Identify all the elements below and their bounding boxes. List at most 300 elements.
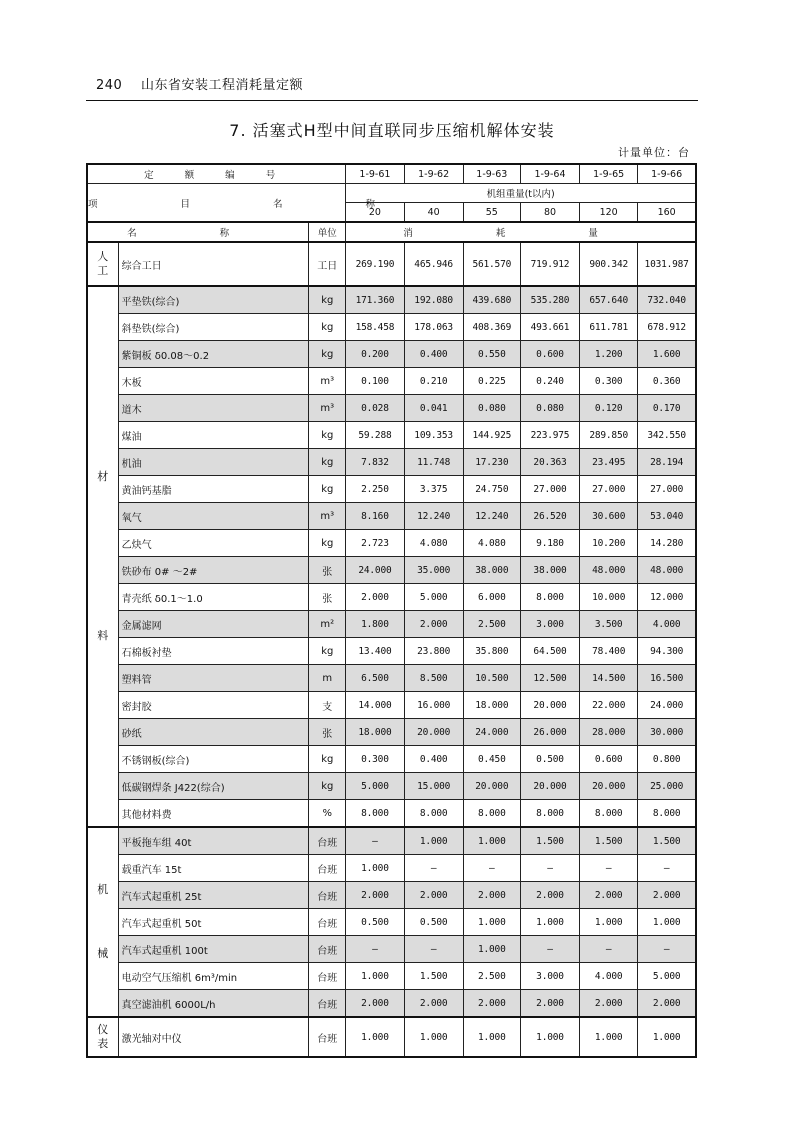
consumption-value: 8.000: [346, 800, 404, 828]
consumption-value: 10.200: [580, 530, 638, 557]
consumption-value: 26.520: [520, 503, 579, 530]
item-name: 铁砂布 0# ～2#: [118, 557, 309, 584]
consumption-value: 657.640: [580, 286, 638, 314]
consumption-value: 269.190: [346, 242, 404, 286]
table-row: [87, 1017, 696, 1057]
consumption-value: 24.000: [638, 692, 696, 719]
consumption-value: 6.500: [346, 665, 404, 692]
consumption-value: 78.400: [580, 638, 638, 665]
consumption-value: 10.500: [463, 665, 520, 692]
item-name: 平板拖车组 40t: [118, 827, 309, 855]
consumption-value: 158.458: [346, 314, 404, 341]
consumption-value: 0.300: [346, 746, 404, 773]
item-unit: kg: [309, 449, 346, 476]
table-row: [87, 692, 696, 719]
consumption-value: 24.000: [463, 719, 520, 746]
item-name-label: 项 目 名 称: [87, 184, 346, 223]
consumption-value: 223.975: [520, 422, 579, 449]
quota-table: [86, 163, 697, 1058]
consumption-value: 4.000: [580, 963, 638, 990]
consumption-value: 289.850: [580, 422, 638, 449]
consumption-value: 4.080: [404, 530, 463, 557]
consumption-value: 561.570: [463, 242, 520, 286]
consumption-value: 27.000: [520, 476, 579, 503]
consumption-value: —: [520, 936, 579, 963]
category-instrument: [87, 1017, 118, 1057]
consumption-value: 1.000: [520, 1017, 579, 1057]
consumption-value: 14.280: [638, 530, 696, 557]
consumption-value: —: [638, 936, 696, 963]
consumption-value: 2.000: [580, 990, 638, 1018]
category-material: [87, 286, 118, 827]
consumption-value: 5.000: [638, 963, 696, 990]
consumption-value: 900.342: [580, 242, 638, 286]
consumption-value: 0.080: [463, 395, 520, 422]
quota-code: 1-9-63: [463, 164, 520, 184]
consumption-value: 2.000: [346, 990, 404, 1018]
item-name: 密封胶: [118, 692, 309, 719]
consumption-value: 2.000: [463, 882, 520, 909]
quota-code: 1-9-65: [580, 164, 638, 184]
quota-code-label: 定 额 编 号: [87, 164, 346, 184]
consumption-value: 2.000: [404, 611, 463, 638]
item-unit: kg: [309, 314, 346, 341]
consumption-value: 8.000: [404, 800, 463, 828]
consumption-value: 64.500: [520, 638, 579, 665]
item-unit: 台班: [309, 827, 346, 855]
consumption-value: —: [404, 855, 463, 882]
consumption-value: 0.041: [404, 395, 463, 422]
consumption-value: 1.800: [346, 611, 404, 638]
category-char: 仪: [97, 1023, 109, 1036]
table-row: [87, 719, 696, 746]
weight-value: 20: [346, 203, 404, 223]
consumption-value: —: [520, 855, 579, 882]
consumption-value: 1.000: [463, 827, 520, 855]
consumption-value: 0.120: [580, 395, 638, 422]
item-name: 金属滤网: [118, 611, 309, 638]
consumption-value: 16.500: [638, 665, 696, 692]
category-char: 表: [97, 1037, 109, 1050]
page-header: [96, 74, 303, 93]
consumption-value: 23.800: [404, 638, 463, 665]
item-unit: kg: [309, 286, 346, 314]
item-unit: m³: [309, 395, 346, 422]
consumption-value: 12.500: [520, 665, 579, 692]
consumption-label: 消 耗 量: [346, 222, 696, 242]
item-unit: 台班: [309, 936, 346, 963]
consumption-value: 2.000: [520, 882, 579, 909]
consumption-value: 1.500: [520, 827, 579, 855]
consumption-value: 2.723: [346, 530, 404, 557]
table-row: [87, 800, 696, 828]
consumption-value: 0.100: [346, 368, 404, 395]
item-name: 乙炔气: [118, 530, 309, 557]
section-title: 7. 活塞式H型中间直联同步压缩机解体安装: [229, 121, 555, 140]
item-unit: 支: [309, 692, 346, 719]
consumption-value: 13.400: [346, 638, 404, 665]
quota-code: 1-9-61: [346, 164, 404, 184]
consumption-value: 0.225: [463, 368, 520, 395]
consumption-value: 22.000: [580, 692, 638, 719]
item-name: 砂纸: [118, 719, 309, 746]
consumption-value: 0.170: [638, 395, 696, 422]
consumption-value: 1.500: [580, 827, 638, 855]
consumption-value: 8.000: [520, 584, 579, 611]
consumption-value: 1.000: [404, 827, 463, 855]
consumption-value: 678.912: [638, 314, 696, 341]
table-row: [87, 882, 696, 909]
item-name: 电动空气压缩机 6m³/min: [118, 963, 309, 990]
consumption-value: 2.000: [346, 882, 404, 909]
consumption-value: 24.000: [346, 557, 404, 584]
weight-label-row: [87, 184, 696, 203]
item-unit: m³: [309, 368, 346, 395]
consumption-value: 732.040: [638, 286, 696, 314]
item-unit: m: [309, 665, 346, 692]
consumption-value: 18.000: [346, 719, 404, 746]
consumption-value: 0.210: [404, 368, 463, 395]
consumption-value: 1.000: [580, 909, 638, 936]
consumption-value: 94.300: [638, 638, 696, 665]
consumption-value: 1.500: [638, 827, 696, 855]
consumption-value: 1.000: [463, 936, 520, 963]
consumption-value: 1.000: [463, 1017, 520, 1057]
item-name: 平垫铁(综合): [118, 286, 309, 314]
item-name: 氧气: [118, 503, 309, 530]
consumption-value: 1.000: [404, 1017, 463, 1057]
consumption-value: 0.400: [404, 341, 463, 368]
consumption-value: 18.000: [463, 692, 520, 719]
item-unit: 张: [309, 584, 346, 611]
consumption-value: 2.000: [520, 990, 579, 1018]
table-row: [87, 909, 696, 936]
consumption-value: 10.000: [580, 584, 638, 611]
category-labor: [87, 242, 118, 286]
consumption-value: 4.080: [463, 530, 520, 557]
consumption-value: 15.000: [404, 773, 463, 800]
consumption-value: 14.000: [346, 692, 404, 719]
consumption-value: 0.450: [463, 746, 520, 773]
item-name: 斜垫铁(综合): [118, 314, 309, 341]
consumption-value: 8.000: [463, 800, 520, 828]
item-name: 低碳钢焊条 J422(综合): [118, 773, 309, 800]
consumption-value: 30.000: [638, 719, 696, 746]
consumption-value: —: [580, 936, 638, 963]
consumption-value: 12.240: [463, 503, 520, 530]
header-rule: [86, 100, 698, 101]
table-row: [87, 476, 696, 503]
consumption-value: 8.000: [638, 800, 696, 828]
consumption-value: 109.353: [404, 422, 463, 449]
consumption-value: 178.063: [404, 314, 463, 341]
table-row: [87, 584, 696, 611]
category-char: 机: [97, 882, 109, 896]
consumption-value: —: [638, 855, 696, 882]
consumption-value: 0.300: [580, 368, 638, 395]
consumption-value: 465.946: [404, 242, 463, 286]
weight-value: 55: [463, 203, 520, 223]
consumption-value: 0.500: [404, 909, 463, 936]
consumption-value: 144.925: [463, 422, 520, 449]
consumption-value: 1.000: [580, 1017, 638, 1057]
consumption-value: 53.040: [638, 503, 696, 530]
consumption-value: 0.360: [638, 368, 696, 395]
table-row: [87, 936, 696, 963]
consumption-value: 8.500: [404, 665, 463, 692]
consumption-value: 38.000: [520, 557, 579, 584]
consumption-value: 17.230: [463, 449, 520, 476]
weight-value: 160: [638, 203, 696, 223]
item-unit: 台班: [309, 990, 346, 1018]
consumption-value: 8.000: [580, 800, 638, 828]
table-row: [87, 638, 696, 665]
item-unit: kg: [309, 638, 346, 665]
item-name: 煤油: [118, 422, 309, 449]
consumption-value: 0.240: [520, 368, 579, 395]
consumption-value: 3.000: [520, 611, 579, 638]
table-row: [87, 990, 696, 1018]
consumption-value: 23.495: [580, 449, 638, 476]
consumption-value: 1.000: [638, 1017, 696, 1057]
item-name: 青壳纸 δ0.1～1.0: [118, 584, 309, 611]
consumption-value: 20.000: [520, 773, 579, 800]
consumption-value: 48.000: [638, 557, 696, 584]
consumption-value: 1.000: [638, 909, 696, 936]
consumption-value: 611.781: [580, 314, 638, 341]
consumption-value: 2.000: [404, 990, 463, 1018]
consumption-value: 0.800: [638, 746, 696, 773]
unit-column-label: 单位: [309, 222, 346, 242]
item-name: 机油: [118, 449, 309, 476]
book-title: 山东省安装工程消耗量定额: [140, 78, 303, 93]
item-unit: kg: [309, 773, 346, 800]
consumption-value: 16.000: [404, 692, 463, 719]
consumption-value: 8.000: [520, 800, 579, 828]
item-unit: 台班: [309, 882, 346, 909]
item-name: 载重汽车 15t: [118, 855, 309, 882]
category-char: 材: [97, 469, 109, 483]
item-unit: 台班: [309, 855, 346, 882]
weight-value: 120: [580, 203, 638, 223]
item-name: 黄油钙基脂: [118, 476, 309, 503]
table-row: [87, 530, 696, 557]
quota-code: 1-9-62: [404, 164, 463, 184]
table-row: [87, 242, 696, 286]
consumption-value: 1.000: [346, 963, 404, 990]
table-row: [87, 368, 696, 395]
table-row: [87, 557, 696, 584]
item-name: 真空滤油机 6000L/h: [118, 990, 309, 1018]
consumption-value: 35.800: [463, 638, 520, 665]
weight-label: 机组重量(t以内): [346, 184, 696, 203]
consumption-value: 2.000: [580, 882, 638, 909]
consumption-value: 2.000: [638, 990, 696, 1018]
quota-code: 1-9-66: [638, 164, 696, 184]
consumption-value: 20.000: [463, 773, 520, 800]
item-unit: kg: [309, 746, 346, 773]
page-number: 240: [96, 78, 123, 93]
consumption-value: 48.000: [580, 557, 638, 584]
consumption-value: 9.180: [520, 530, 579, 557]
category-char: 械: [97, 947, 109, 961]
consumption-value: 4.000: [638, 611, 696, 638]
item-unit: m²: [309, 611, 346, 638]
consumption-value: —: [346, 936, 404, 963]
consumption-value: 1.000: [520, 909, 579, 936]
item-unit: 台班: [309, 909, 346, 936]
measurement-unit: 计量单位：台: [618, 146, 690, 159]
table-row: [87, 314, 696, 341]
consumption-value: 28.000: [580, 719, 638, 746]
consumption-value: 342.550: [638, 422, 696, 449]
consumption-value: 0.400: [404, 746, 463, 773]
consumption-value: 2.500: [463, 963, 520, 990]
table-row: [87, 395, 696, 422]
item-unit: kg: [309, 476, 346, 503]
consumption-value: 1.000: [463, 909, 520, 936]
consumption-value: 5.000: [404, 584, 463, 611]
consumption-value: —: [404, 936, 463, 963]
category-char: 料: [97, 629, 109, 643]
consumption-value: 12.000: [638, 584, 696, 611]
consumption-value: 59.288: [346, 422, 404, 449]
consumption-value: 20.363: [520, 449, 579, 476]
consumption-value: 0.028: [346, 395, 404, 422]
consumption-value: 719.912: [520, 242, 579, 286]
item-unit: 张: [309, 719, 346, 746]
consumption-value: —: [580, 855, 638, 882]
item-name: 紫铜板 δ0.08～0.2: [118, 341, 309, 368]
table-row: [87, 341, 696, 368]
item-name: 石棉板衬垫: [118, 638, 309, 665]
table-row: [87, 855, 696, 882]
item-name: 道木: [118, 395, 309, 422]
consumption-value: 0.080: [520, 395, 579, 422]
quota-code: 1-9-64: [520, 164, 579, 184]
consumption-value: 24.750: [463, 476, 520, 503]
consumption-value: 1.500: [404, 963, 463, 990]
item-unit: 台班: [309, 1017, 346, 1057]
table-row: [87, 665, 696, 692]
item-unit: kg: [309, 422, 346, 449]
quota-code-row: [87, 164, 696, 184]
table-row: [87, 286, 696, 314]
table-row: [87, 449, 696, 476]
consumption-value: 3.375: [404, 476, 463, 503]
consumption-value: —: [346, 827, 404, 855]
consumption-value: 1.000: [346, 1017, 404, 1057]
item-name: 综合工日: [118, 242, 309, 286]
item-name: 汽车式起重机 100t: [118, 936, 309, 963]
category-char: 工: [97, 264, 109, 277]
consumption-value: 3.500: [580, 611, 638, 638]
consumption-value: 14.500: [580, 665, 638, 692]
item-name: 其他材料费: [118, 800, 309, 828]
consumption-value: 192.080: [404, 286, 463, 314]
consumption-value: 20.000: [580, 773, 638, 800]
item-unit: kg: [309, 341, 346, 368]
consumption-value: 5.000: [346, 773, 404, 800]
consumption-value: 493.661: [520, 314, 579, 341]
consumption-value: 27.000: [580, 476, 638, 503]
item-unit: m³: [309, 503, 346, 530]
consumption-value: 11.748: [404, 449, 463, 476]
table-row: [87, 963, 696, 990]
consumption-value: 1031.987: [638, 242, 696, 286]
consumption-value: 28.194: [638, 449, 696, 476]
item-name: 木板: [118, 368, 309, 395]
consumption-value: 1.000: [346, 855, 404, 882]
category-machinery: [87, 827, 118, 1017]
consumption-value: 2.000: [346, 584, 404, 611]
table-row: [87, 746, 696, 773]
consumption-value: 12.240: [404, 503, 463, 530]
item-name: 汽车式起重机 50t: [118, 909, 309, 936]
consumption-value: 20.000: [404, 719, 463, 746]
table-row: [87, 827, 696, 855]
table-row: [87, 773, 696, 800]
consumption-value: 35.000: [404, 557, 463, 584]
consumption-value: 3.000: [520, 963, 579, 990]
consumption-value: 2.000: [463, 990, 520, 1018]
consumption-value: 1.200: [580, 341, 638, 368]
item-unit: kg: [309, 530, 346, 557]
consumption-value: 0.600: [580, 746, 638, 773]
name-column-label: 名 称: [87, 222, 309, 242]
consumption-value: 0.600: [520, 341, 579, 368]
table-row: [87, 503, 696, 530]
item-name: 塑料管: [118, 665, 309, 692]
consumption-value: 1.600: [638, 341, 696, 368]
item-unit: 工日: [309, 242, 346, 286]
consumption-value: 439.680: [463, 286, 520, 314]
consumption-value: —: [463, 855, 520, 882]
consumption-value: 0.200: [346, 341, 404, 368]
consumption-value: 171.360: [346, 286, 404, 314]
consumption-value: 2.000: [638, 882, 696, 909]
consumption-value: 0.500: [520, 746, 579, 773]
weight-value: 40: [404, 203, 463, 223]
consumption-value: 25.000: [638, 773, 696, 800]
item-name: 激光轴对中仪: [118, 1017, 309, 1057]
consumption-value: 38.000: [463, 557, 520, 584]
item-unit: %: [309, 800, 346, 828]
table-row: [87, 422, 696, 449]
consumption-value: 0.550: [463, 341, 520, 368]
consumption-value: 7.832: [346, 449, 404, 476]
consumption-value: 30.600: [580, 503, 638, 530]
consumption-value: 27.000: [638, 476, 696, 503]
consumption-value: 20.000: [520, 692, 579, 719]
consumption-value: 0.500: [346, 909, 404, 936]
consumption-value: 2.500: [463, 611, 520, 638]
consumption-value: 535.280: [520, 286, 579, 314]
item-unit: 张: [309, 557, 346, 584]
consumption-value: 6.000: [463, 584, 520, 611]
weight-value: 80: [520, 203, 579, 223]
consumption-value: 2.000: [404, 882, 463, 909]
item-name: 不锈钢板(综合): [118, 746, 309, 773]
item-name: 汽车式起重机 25t: [118, 882, 309, 909]
consumption-value: 8.160: [346, 503, 404, 530]
consumption-value: 408.369: [463, 314, 520, 341]
consumption-value: 2.250: [346, 476, 404, 503]
item-unit: 台班: [309, 963, 346, 990]
table-row: [87, 611, 696, 638]
column-header-row: [87, 222, 696, 242]
consumption-value: 26.000: [520, 719, 579, 746]
